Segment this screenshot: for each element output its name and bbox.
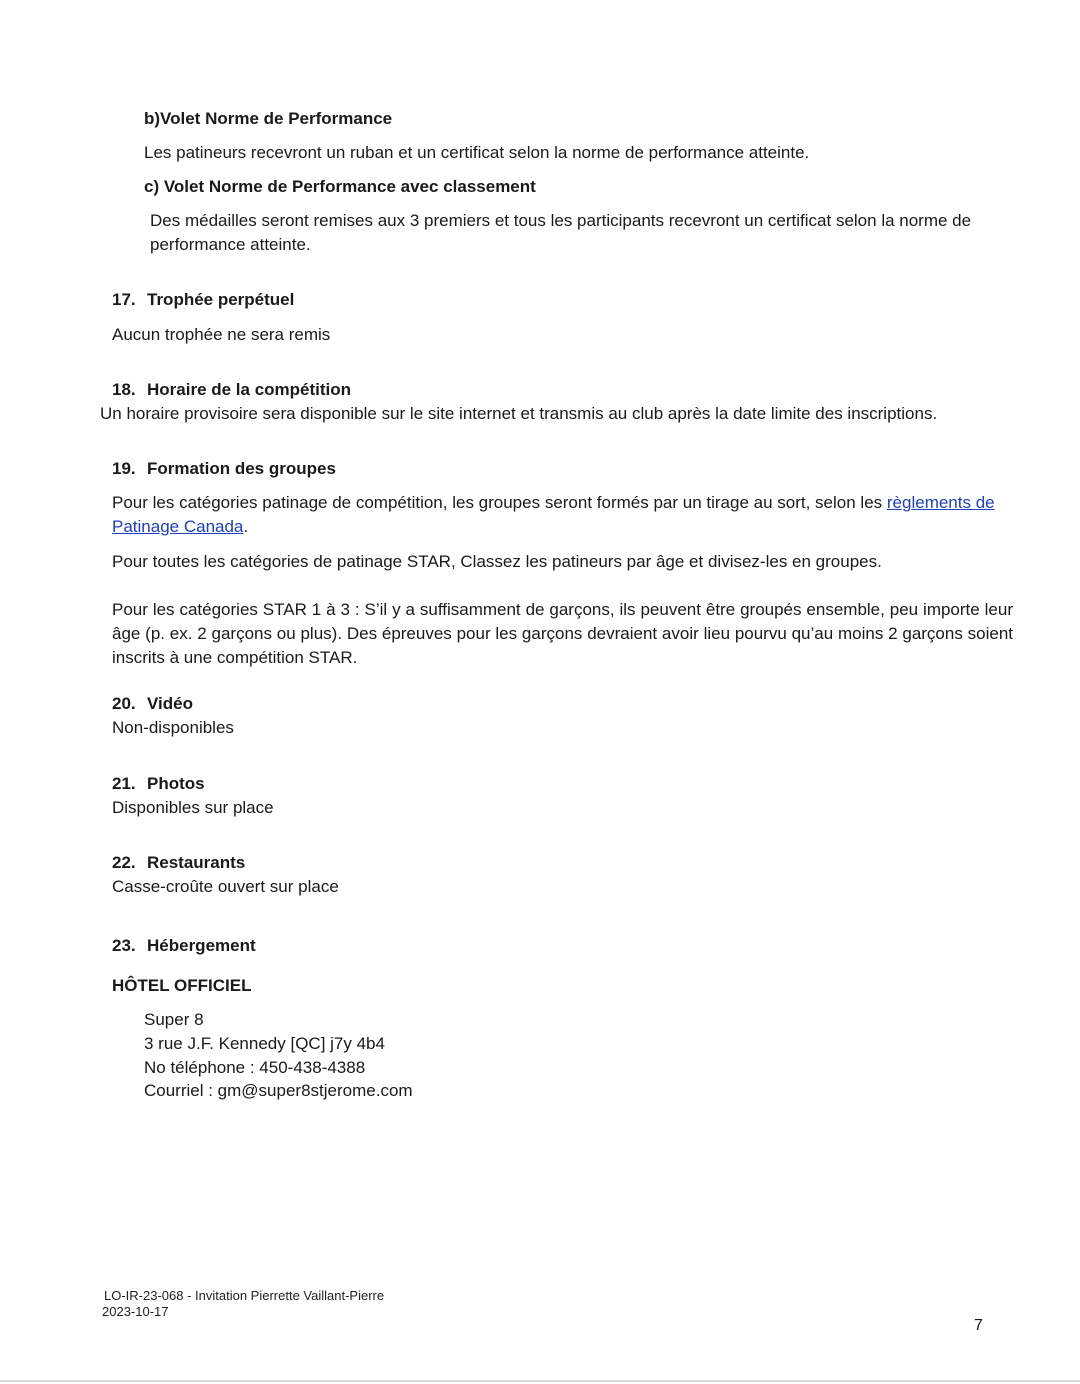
section-c-heading: c) Volet Norme de Performance avec classement: [144, 177, 536, 196]
section-23-heading: [112, 934, 256, 958]
section-20-title: Vidéo: [147, 694, 193, 713]
section-18-number: 18.: [112, 380, 136, 399]
hotel-name: Super 8: [144, 1010, 204, 1029]
section-20-text: Non-disponibles: [112, 718, 234, 737]
section-18-title: Horaire de la compétition: [147, 380, 352, 399]
footer-doc-ref: LO-IR-23-068 - Invitation Pierrette Vaillant-Pierre: [104, 1288, 385, 1303]
section-19-p1-end: .: [243, 517, 249, 536]
section-19-paragraph-1: [112, 491, 1012, 539]
section-22-title: Restaurants: [147, 853, 246, 872]
section-b-heading: b)Volet Norme de Performance: [144, 109, 393, 128]
section-c-text-line2: performance atteinte.: [150, 235, 311, 254]
section-c-text-line1: Des médailles seront remises aux 3 premiers et tous les participants recevront un certificat selon la norme de: [150, 211, 972, 230]
section-17-number: 17.: [112, 290, 136, 309]
section-22-heading: [112, 851, 245, 875]
section-22-text: Casse-croûte ouvert sur place: [112, 877, 339, 896]
section-19-number: 19.: [112, 459, 136, 478]
section-21-number: 21.: [112, 774, 136, 793]
page-number: 7: [974, 1317, 983, 1334]
section-19-paragraph-2: Pour toutes les catégories de patinage STAR, Classez les patineurs par âge et divisez-les en groupes.: [112, 552, 882, 571]
section-21-text: Disponibles sur place: [112, 798, 274, 817]
footer-date: 2023-10-17: [102, 1304, 169, 1319]
section-18-text: Un horaire provisoire sera disponible sur le site internet et transmis au club après la date limite des inscriptions.: [100, 404, 938, 423]
section-21-heading: [112, 772, 205, 796]
section-23-title: Hébergement: [147, 936, 256, 955]
section-23-number: 23.: [112, 936, 136, 955]
hotel-heading: HÔTEL OFFICIEL: [112, 976, 252, 995]
section-20-number: 20.: [112, 694, 136, 713]
hotel-email: Courriel : gm@super8stjerome.com: [144, 1081, 413, 1100]
section-21-title: Photos: [147, 774, 205, 793]
section-17-text: Aucun trophée ne sera remis: [112, 325, 331, 344]
section-b-text: Les patineurs recevront un ruban et un certificat selon la norme de performance atteinte.: [144, 143, 810, 162]
section-19-p1-text: Pour les catégories patinage de compétition, les groupes seront formés par un tirage au sort, selon les: [112, 493, 887, 512]
section-18-heading: [112, 378, 351, 402]
bottom-divider: [0, 1380, 1080, 1382]
hotel-phone: No téléphone : 450-438-4388: [144, 1058, 366, 1077]
section-20-heading: [112, 692, 193, 716]
reglements-link[interactable]: règlements de Patinage Canada: [112, 493, 995, 536]
section-17-heading: [112, 288, 294, 312]
section-19-title: Formation des groupes: [147, 459, 336, 478]
section-17-title: Trophée perpétuel: [147, 290, 295, 309]
section-22-number: 22.: [112, 853, 136, 872]
section-19-heading: [112, 457, 336, 481]
section-19-paragraph-3: Pour les catégories STAR 1 à 3 : S’il y a suffisamment de garçons, ils peuvent être groupés ensemble, peu importe leur âge (p. ex. 2 garçons ou plus). Des épreuves pour les garçons devraient avoir lieu pourvu qu’au moins 2 garçons soient inscrits à une compétition STAR.: [112, 600, 1013, 667]
hotel-address: 3 rue J.F. Kennedy [QC] j7y 4b4: [144, 1034, 385, 1053]
